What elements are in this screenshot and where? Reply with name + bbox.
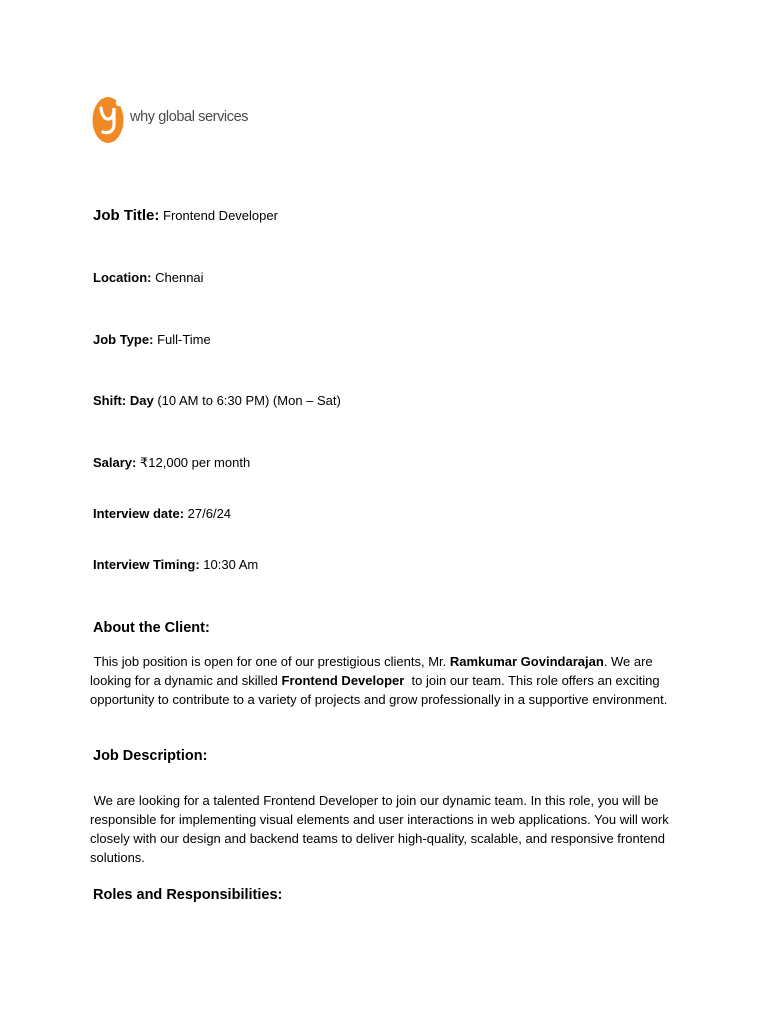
shift-field	[93, 393, 341, 408]
shift-value: (10 AM to 6:30 PM) (Mon – Sat)	[157, 393, 341, 408]
salary-field	[93, 455, 250, 471]
location-value: Chennai	[155, 270, 204, 285]
about-text-1: This job position is open for one of our prestigious clients, Mr.	[93, 654, 450, 669]
about-client-heading: About the Client:	[93, 620, 210, 636]
job-title-label: Job Title:	[93, 207, 160, 224]
interview-date-label: Interview date:	[93, 506, 185, 521]
job-type-value: Full-Time	[157, 332, 211, 347]
client-name: Ramkumar Govindarajan	[449, 654, 604, 669]
job-description-text: We are looking for a talented Frontend Developer to join our dynamic team. In this role, you will be responsible for implementing visual elements and user interactions in web applications. You will work closely with our design and backend teams to deliver high-quality, scalable, and responsive frontend solutions.	[90, 793, 669, 865]
roles-heading: Roles and Responsibilities:	[93, 887, 283, 903]
shift-value-bold: Day	[129, 393, 154, 408]
company-logo	[92, 93, 248, 145]
interview-timing-label: Interview Timing:	[93, 557, 200, 572]
salary-value: ₹12,000 per month	[140, 455, 251, 470]
interview-timing-field	[93, 557, 258, 572]
job-type-field	[93, 332, 211, 347]
about-text-3: to join our team. This role offers an exciting opportunity to contribute to a variety of projects and grow professionally in a supportive environment.	[90, 673, 668, 707]
job-title-field	[93, 207, 278, 224]
job-description-paragraph	[90, 791, 680, 867]
job-title-value: Frontend Developer	[163, 208, 278, 223]
company-logo-icon	[92, 94, 126, 144]
about-client-paragraph	[90, 652, 680, 709]
role-name: Frontend Developer	[281, 673, 405, 688]
job-type-label: Job Type:	[93, 332, 154, 347]
interview-date-field	[93, 506, 231, 521]
shift-label: Shift:	[93, 393, 127, 408]
salary-label: Salary:	[93, 455, 137, 470]
job-description-heading: Job Description:	[93, 748, 208, 764]
about-text-2: . We are looking for a dynamic and skilled	[90, 654, 653, 688]
interview-timing-value: 10:30 Am	[203, 557, 259, 572]
company-logo-text: why global services	[130, 109, 249, 125]
interview-date-value: 27/6/24	[187, 506, 232, 521]
location-label: Location:	[93, 270, 152, 285]
location-field	[93, 270, 204, 285]
